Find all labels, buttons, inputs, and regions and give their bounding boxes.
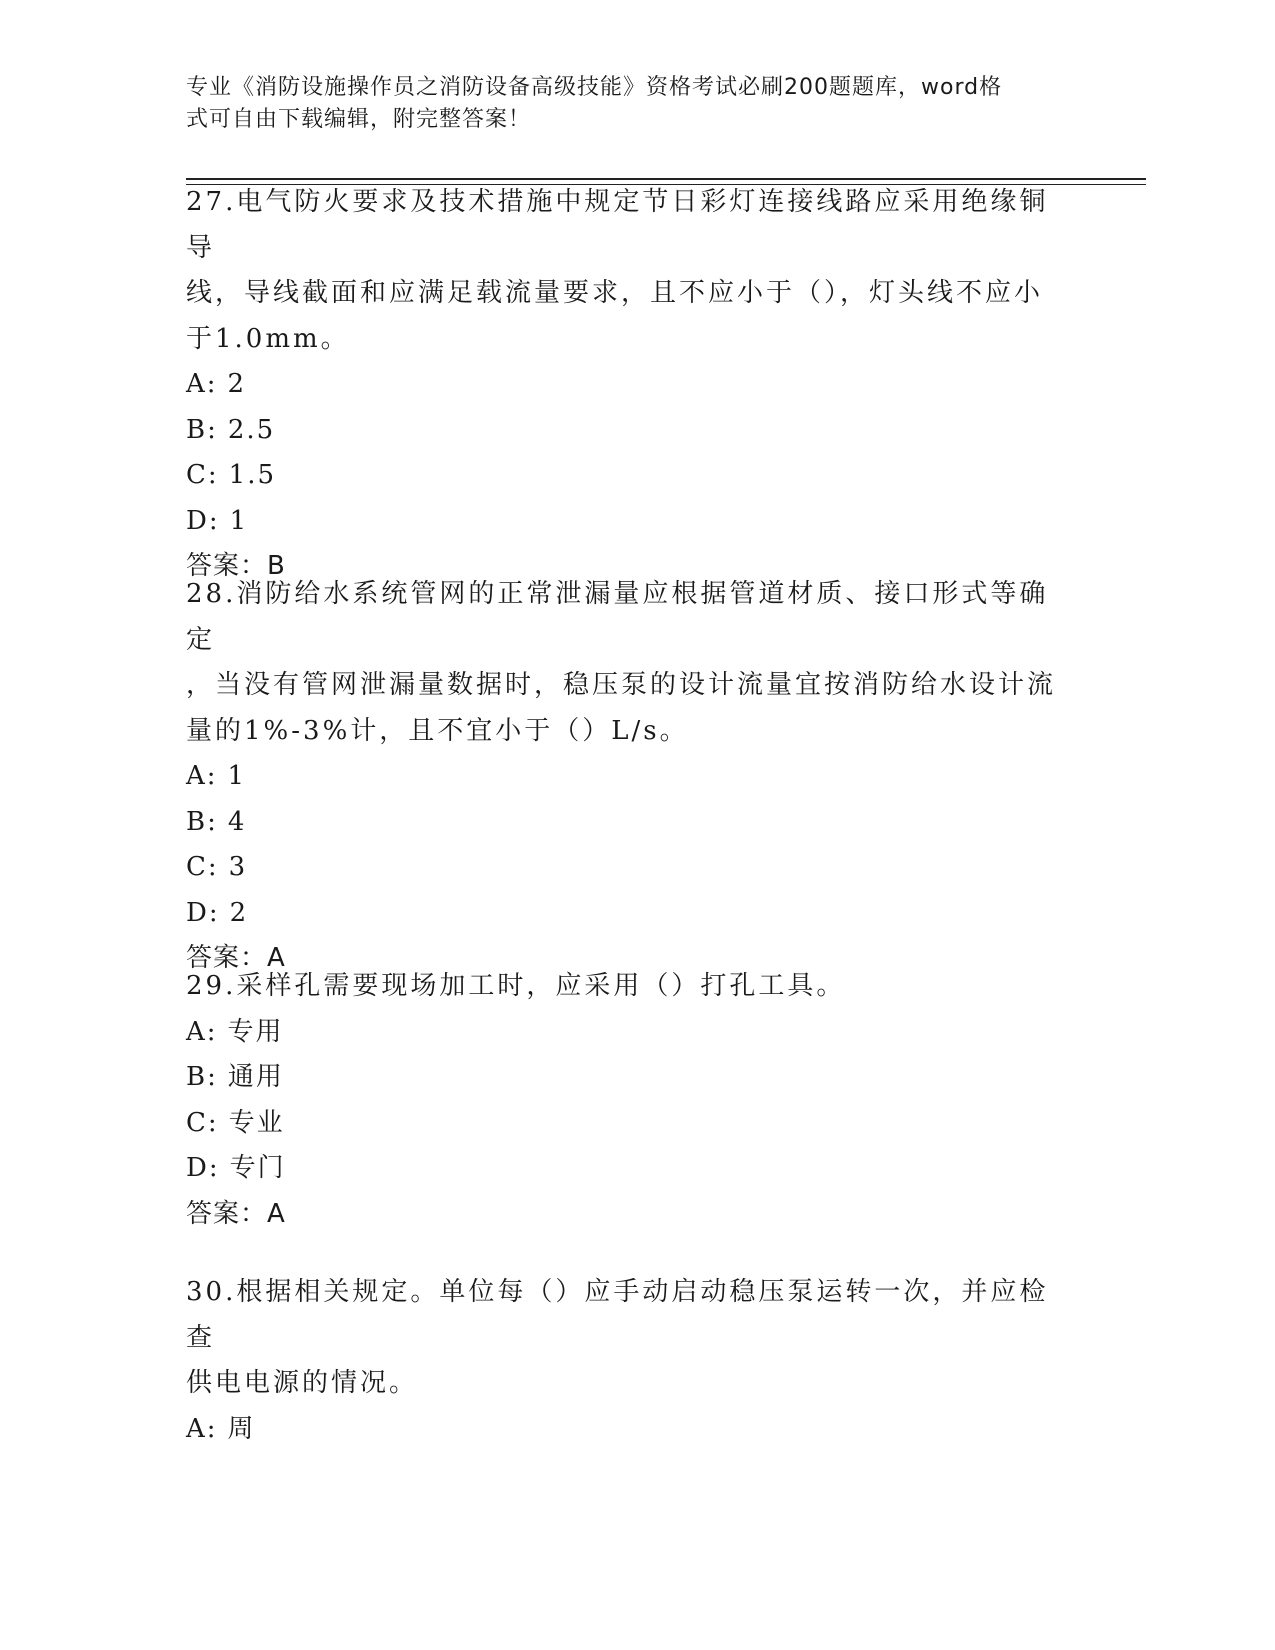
question-29 (186, 964, 1066, 1237)
question-28 (186, 572, 1066, 982)
option-b: B: 通用 (186, 1062, 284, 1092)
question-30 (186, 1270, 1066, 1452)
header-line-1: 专业《消防设施操作员之消防设备高级技能》资格考试必刷200题题库，word格 (186, 75, 1003, 100)
option-b: B: 4 (186, 806, 247, 837)
header-line-2: 式可自由下载编辑，附完整答案！ (186, 107, 532, 132)
question-stem-line: ，当没有管网泄漏量数据时，稳压泵的设计流量宜按消防给水设计流 (186, 670, 1057, 700)
option-a: A: 2 (186, 369, 247, 399)
option-b: B: 2.5 (186, 414, 276, 445)
question-stem-line: 于1.0mm。 (186, 323, 350, 354)
question-stem-line: 量的1%-3%计，且不宜小于（）L/s。 (186, 715, 689, 746)
option-d: D: 2 (186, 897, 249, 928)
question-stem-line: 29.采样孔需要现场加工时，应采用（）打孔工具。 (186, 971, 846, 1001)
document-header (186, 72, 1066, 136)
option-d: D: 专门 (186, 1153, 286, 1183)
option-c: C: 3 (186, 852, 248, 882)
option-d: D: 1 (186, 505, 249, 536)
question-stem-line: 30.根据相关规定。单位每（）应手动启动稳压泵运转一次，并应检查 (186, 1277, 1049, 1353)
answer-line: 答案：A (186, 1198, 286, 1229)
option-c: C: 1.5 (186, 460, 277, 490)
answer-line: 答案：B (186, 551, 286, 581)
question-stem-line: 供电电源的情况。 (186, 1368, 419, 1398)
question-27 (186, 180, 1066, 590)
option-c: C: 专业 (186, 1107, 285, 1138)
question-stem-line: 线，导线截面和应满足载流量要求，且不应小于（），灯头线不应小 (186, 278, 1044, 308)
question-stem-line: 28.消防给水系统管网的正常泄漏量应根据管道材质、接口形式等确定 (186, 579, 1049, 655)
answer-line: 答案：A (186, 943, 286, 973)
option-a: A: 1 (186, 761, 247, 791)
option-a: A: 专用 (186, 1016, 284, 1047)
question-stem-line: 27.电气防火要求及技术措施中规定节日彩灯连接线路应采用绝缘铜导 (186, 187, 1049, 263)
option-a: A: 周 (186, 1413, 256, 1444)
